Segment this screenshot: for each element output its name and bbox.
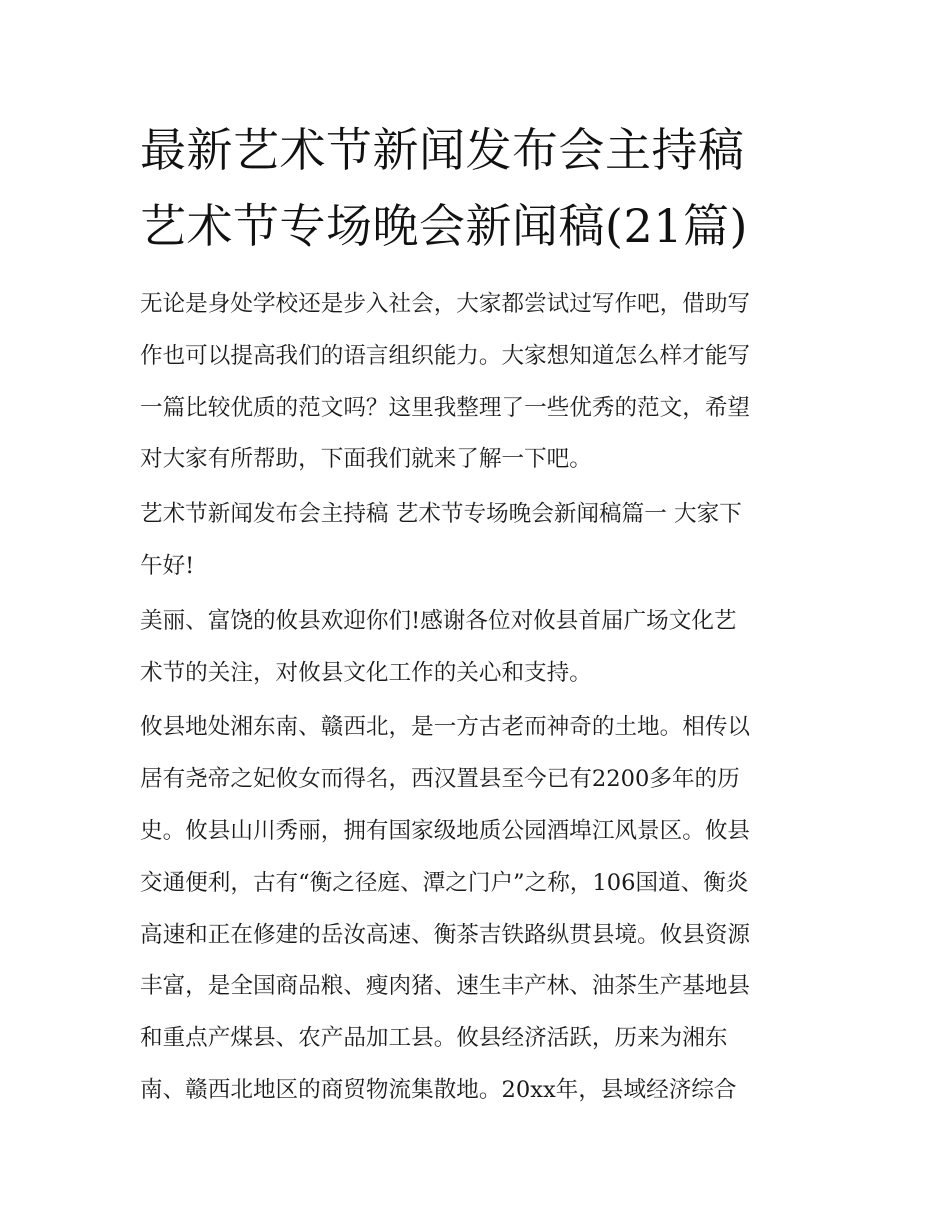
text-line: 南、赣西北地区的商贸物流集散地。20xx年，县域经济综合	[140, 1076, 737, 1103]
text-line: 一篇比较优质的范文吗？这里我整理了一些优秀的范文，希望	[140, 394, 751, 421]
text-line: 美丽、富饶的攸县欢迎你们!感谢各位对攸县首届广场文化艺	[140, 607, 737, 634]
text-line: 作也可以提高我们的语言组织能力。大家想知道怎么样才能写	[140, 342, 751, 369]
paragraph-intro	[140, 279, 820, 486]
text-line: 和重点产煤县、农产品加工县。攸县经济活跃，历来为湘东	[140, 1025, 728, 1052]
text-line: 交通便利，古有“衡之径庭、潭之门户”之称，106国道、衡炎	[140, 869, 749, 896]
text-line: 无论是身处学校还是步入社会，大家都尝试过写作吧，借助写	[140, 291, 751, 317]
document-title	[140, 112, 830, 264]
title-line: 艺术节专场晚会新闻稿(21篇)	[140, 199, 748, 253]
title-line: 最新艺术节新闻发布会主持稿	[140, 123, 745, 177]
text-line: 居有尧帝之妃攸女而得名，西汉置县至今已有2200多年的历	[140, 766, 740, 793]
document-body	[140, 279, 820, 1120]
paragraph-county-intro	[140, 702, 820, 1116]
text-line: 攸县地处湘东南、赣西北，是一方古老而神奇的土地。相传以	[140, 714, 751, 741]
text-line: 丰富，是全国商品粮、瘦肉猪、速生丰产林、油茶生产基地县	[140, 973, 751, 1000]
text-line: 高速和正在修建的岳汝高速、衡茶吉铁路纵贯县境。攸县资源	[140, 921, 751, 948]
text-line: 艺术节新闻发布会主持稿 艺术节专场晚会新闻稿篇一 大家下	[140, 501, 742, 528]
paragraph-welcome	[140, 596, 820, 700]
text-line: 术节的关注，对攸县文化工作的关心和支持。	[140, 659, 592, 686]
text-line: 午好!	[140, 552, 195, 579]
text-line: 对大家有所帮助，下面我们就来了解一下吧。	[140, 446, 592, 473]
text-line: 史。攸县山川秀丽，拥有国家级地质公园酒埠江风景区。攸县	[140, 817, 751, 844]
paragraph-heading	[140, 489, 820, 593]
